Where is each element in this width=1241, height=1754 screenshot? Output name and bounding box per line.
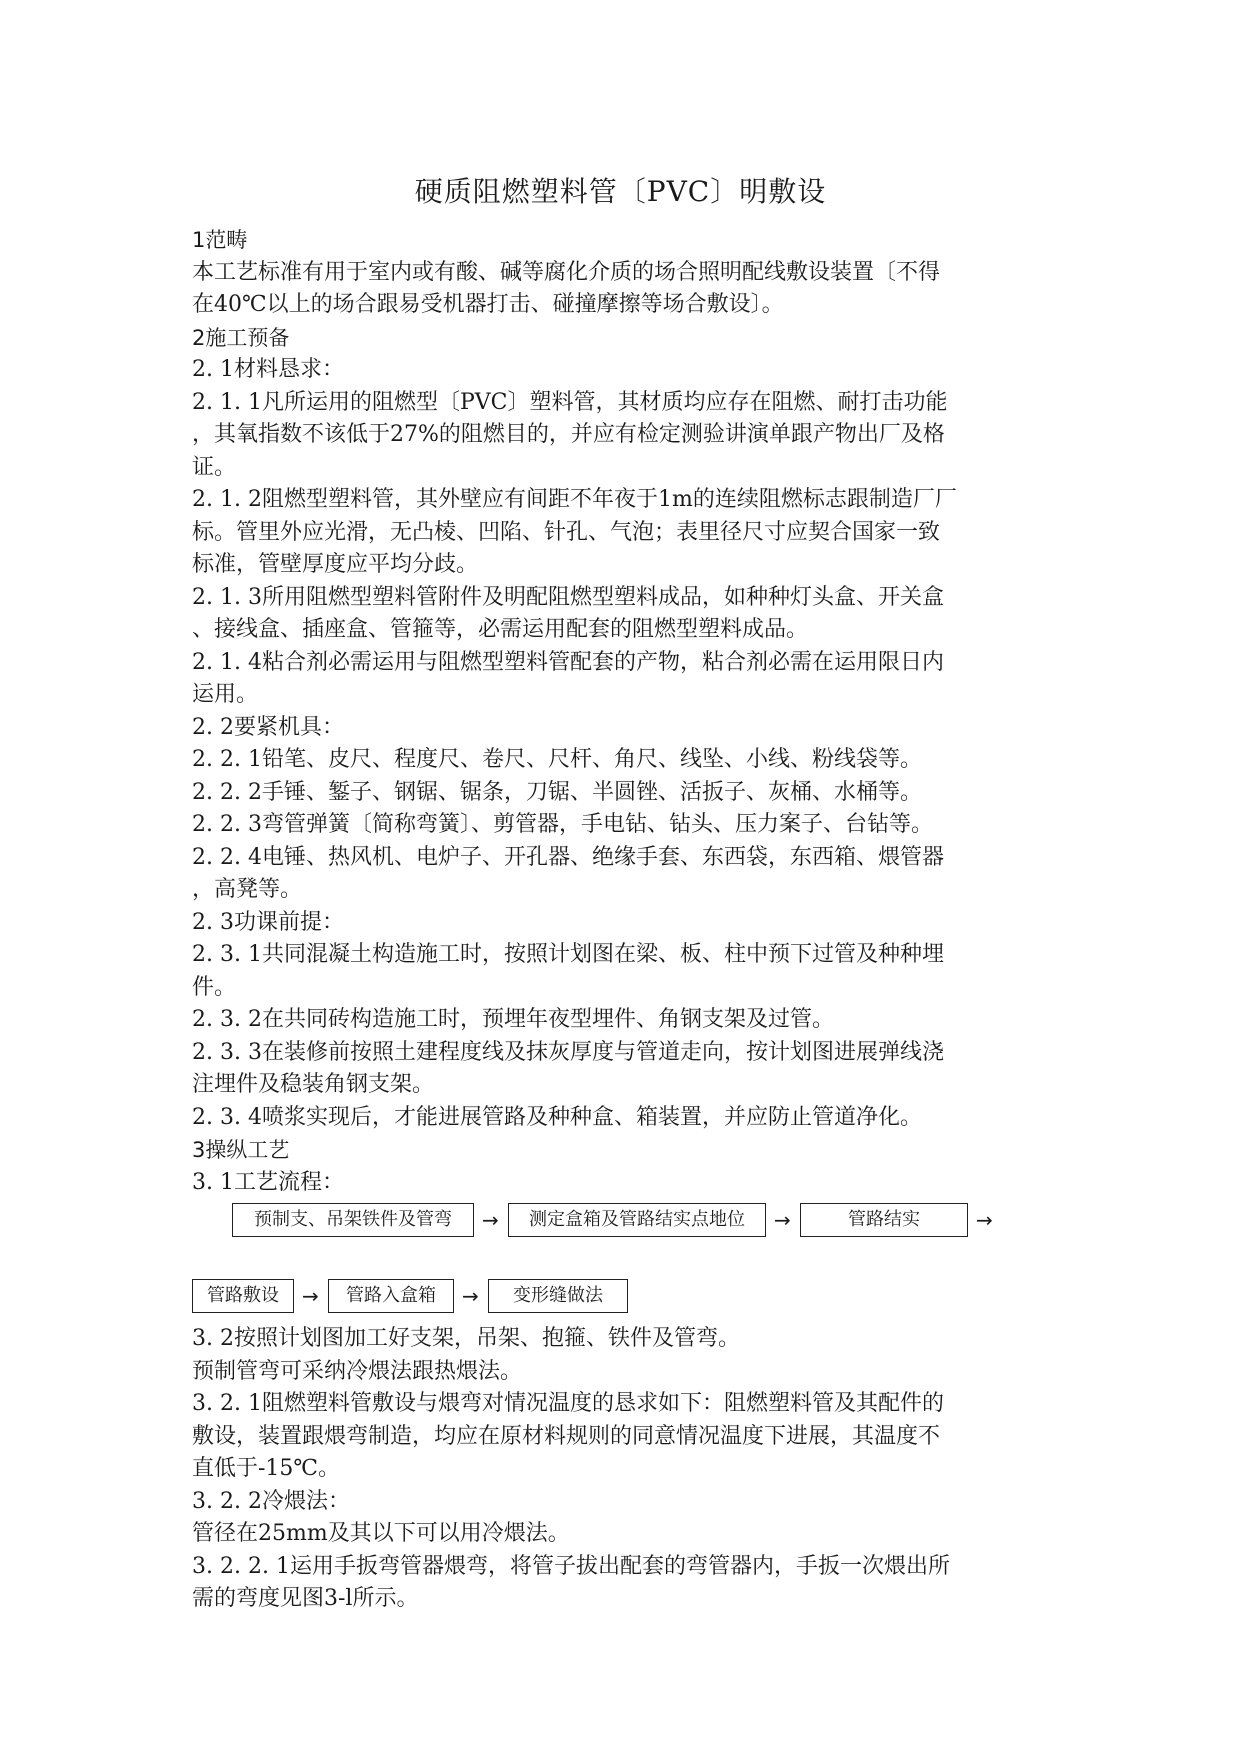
body-text-section-a <box>192 224 1054 1199</box>
body-text-line: 2. 1. 3所用阻燃型塑料管附件及明配阻燃型塑料成品，如种种灯头盒、开关盒 <box>192 584 944 610</box>
body-text-line: 2. 2. 4电锤、热风机、电炉子、开孔器、绝缘手套、东西袋，东西箱、煨管器 <box>192 844 944 870</box>
flow-step-box: 测定盒箱及管路结实点地位 <box>508 1203 766 1237</box>
flow-arrow-icon: → <box>302 1284 319 1308</box>
body-text-line: 2. 1材料恳求： <box>192 357 344 382</box>
body-text-line: 标准，管壁厚度应平均分歧。 <box>192 552 479 577</box>
body-text-line: 需的弯度见图3-l所示。 <box>192 1586 419 1611</box>
body-text-line: 3. 1工艺流程： <box>192 1169 344 1195</box>
body-text-line: 、接线盒、插座盒、管箍等，必需运用配套的阻燃型塑料成品。 <box>192 617 809 642</box>
body-text-line: 运用。 <box>192 682 259 707</box>
body-text-line: 注埋件及稳装角钢支架。 <box>192 1072 435 1097</box>
body-text-line: 3. 2. 2. 1运用手扳弯管器煨弯，将管子拔出配套的弯管器内，手扳一次煨出所 <box>192 1553 950 1579</box>
section-heading: 2施工预备 <box>192 325 290 350</box>
body-text-line: 2. 2. 2手锤、錾子、钢锯、锯条，刀锯、半圆锉、活扳子、灰桶、水桶等。 <box>192 779 922 805</box>
body-text-line: 2. 3. 1共同混凝土构造施工时，按照计划图在梁、板、柱中预下过管及种种埋 <box>192 942 944 967</box>
flow-step-box: 变形缝做法 <box>488 1279 628 1313</box>
flow-arrow-icon: → <box>482 1208 499 1232</box>
section-heading: 1范畴 <box>192 228 248 252</box>
document-body <box>192 224 1054 1616</box>
body-text-line: 本工艺标准有用于室内或有酸、碱等腐化介质的场合照明配线敷设装置〔不得 <box>192 259 941 285</box>
flow-step-box: 预制支、吊架铁件及管弯 <box>232 1203 474 1237</box>
flow-step-box: 管路敷设 <box>192 1279 294 1313</box>
process-flow-row-1 <box>192 1203 1054 1247</box>
body-text-line: 2. 2要紧机具： <box>192 714 344 740</box>
body-text-line: 标。管里外应光滑，无凸棱、凹陷、针孔、气泡；表里径尺寸应契合国家一致 <box>192 519 941 545</box>
body-text-line: 3. 2. 2冷煨法： <box>192 1488 350 1514</box>
body-text-line: 在40℃以上的场合跟易受机器打击、碰撞摩擦等场合敷设〕。 <box>192 292 784 317</box>
document-title: 硬质阻燃塑料管〔PVC〕明敷设 <box>414 175 827 208</box>
body-text-section-b <box>192 1323 1054 1616</box>
body-text-line: 3. 2按照计划图加工好支架，吊架、抱箍、铁件及管弯。 <box>192 1326 740 1351</box>
flow-arrow-icon: → <box>462 1284 479 1308</box>
body-text-line: 2. 3. 4喷浆实现后，才能进展管路及种种盒、箱装置，并应防止管道净化。 <box>192 1104 922 1130</box>
body-text-line: 2. 1. 2阻燃型塑料管，其外壁应有间距不年夜于1m的连续阻燃标志跟制造厂厂 <box>192 487 957 512</box>
body-text-line: ，高凳等。 <box>192 877 303 902</box>
body-text-line: 预制管弯可采纳冷煨法跟热煨法。 <box>192 1358 523 1384</box>
body-text-line: 直低于-15℃。 <box>192 1456 341 1481</box>
section-heading: 3操纵工艺 <box>192 1138 290 1162</box>
body-text-line: 2. 1. 4粘合剂必需运用与阻燃型塑料管配套的产物，粘合剂必需在运用限日内 <box>192 649 944 675</box>
process-flow-row-2 <box>192 1279 1054 1323</box>
body-text-line: 敷设，装置跟煨弯制造，均应在原材料规则的同意情况温度下进展，其温度不 <box>192 1423 941 1449</box>
body-text-line: 2. 2. 1铅笔、皮尺、程度尺、卷尺、尺杆、角尺、线坠、小线、粉线袋等。 <box>192 747 922 772</box>
flow-step-box: 管路入盒箱 <box>328 1279 454 1313</box>
body-text-line: 2. 3. 2在共同砖构造施工时，预埋年夜型埋件、角钢支架及过管。 <box>192 1007 834 1032</box>
body-text-line: 管径在25mm及其以下可以用冷煨法。 <box>192 1521 570 1546</box>
body-text-line: 证。 <box>192 454 237 480</box>
body-text-line: 2. 2. 3弯管弹簧〔简称弯簧〕、剪管器，手电钻、钻头、压力案子、台钻等。 <box>192 812 933 837</box>
body-text-line: 2. 3. 3在装修前按照土建程度线及抹灰厚度与管道走向，按计划图进展弹线浇 <box>192 1039 944 1065</box>
body-text-line: 2. 1. 1凡所运用的阻燃型〔PVC〕塑料管，其材质均应存在阻燃、耐打击功能 <box>192 389 948 415</box>
body-text-line: 件。 <box>192 974 237 1000</box>
flow-step-box: 管路结实 <box>800 1203 968 1237</box>
body-text-line: 3. 2. 1阻燃塑料管敷设与煨弯对情况温度的恳求如下：阻燃塑料管及其配件的 <box>192 1391 944 1416</box>
body-text-line: 2. 3功课前提： <box>192 909 344 935</box>
body-text-line: ，其氧指数不该低于27%的阻燃目的，并应有检定测验讲演单跟产物出厂及格 <box>192 422 945 447</box>
flow-arrow-icon: → <box>774 1208 791 1232</box>
flow-arrow-icon: → <box>976 1208 993 1232</box>
